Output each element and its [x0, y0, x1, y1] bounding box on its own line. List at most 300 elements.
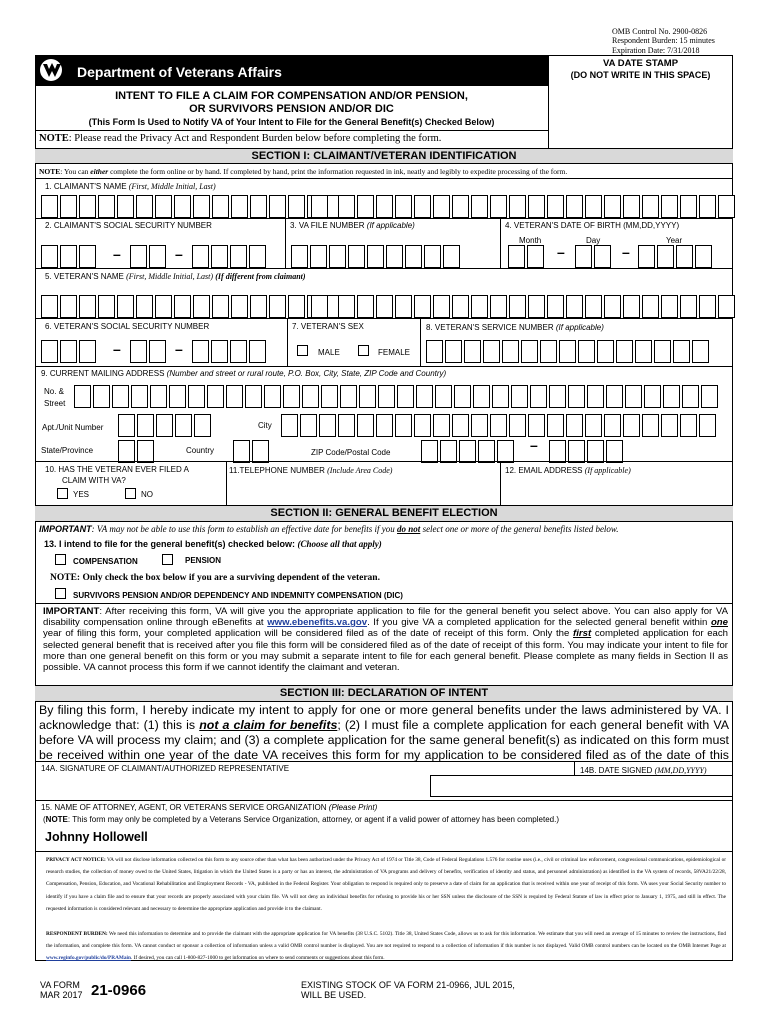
claimant-last-name[interactable]: [338, 195, 735, 218]
character-box[interactable]: [174, 195, 191, 218]
character-box[interactable]: [616, 340, 633, 363]
claimant-ssn-part2[interactable]: [130, 245, 166, 268]
character-box[interactable]: [478, 440, 495, 463]
character-box[interactable]: [60, 295, 77, 318]
character-box[interactable]: [638, 245, 655, 268]
character-box[interactable]: [193, 295, 210, 318]
footer-va-form: VA FORM MAR 2017: [40, 980, 83, 1000]
character-box[interactable]: [250, 195, 267, 218]
dob-month[interactable]: [508, 245, 544, 268]
character-box[interactable]: [357, 414, 374, 437]
character-box[interactable]: [359, 385, 376, 408]
character-box[interactable]: [231, 195, 248, 218]
character-box[interactable]: [74, 385, 91, 408]
female-label: FEMALE: [378, 348, 411, 357]
character-box[interactable]: [367, 245, 384, 268]
character-box[interactable]: [625, 385, 642, 408]
character-box[interactable]: [41, 340, 58, 363]
character-box[interactable]: [497, 440, 514, 463]
character-box[interactable]: [149, 340, 166, 363]
character-box[interactable]: [490, 295, 507, 318]
character-box[interactable]: [695, 245, 712, 268]
veteran-ssn-part2[interactable]: [130, 340, 166, 363]
pension-label: PENSION: [185, 556, 222, 565]
character-box[interactable]: [79, 245, 96, 268]
character-box[interactable]: [302, 385, 319, 408]
character-box[interactable]: [547, 195, 564, 218]
character-box[interactable]: [623, 195, 640, 218]
character-box[interactable]: [386, 245, 403, 268]
character-box[interactable]: [130, 245, 147, 268]
pension-checkbox[interactable]: [162, 554, 173, 565]
field6-label: 6. VETERAN'S SOCIAL SECURITY NUMBER: [45, 322, 210, 331]
character-box[interactable]: [511, 385, 528, 408]
character-box[interactable]: [635, 340, 652, 363]
character-box[interactable]: [454, 385, 471, 408]
form-title-line1: INTENT TO FILE A CLAIM FOR COMPENSATION AND/OR PENSION,: [115, 90, 468, 102]
character-box[interactable]: [459, 440, 476, 463]
character-box[interactable]: [98, 295, 115, 318]
character-box[interactable]: [492, 385, 509, 408]
email-input[interactable]: [502, 478, 731, 504]
character-box[interactable]: [414, 414, 431, 437]
city-input[interactable]: [281, 414, 716, 437]
character-box[interactable]: [528, 414, 545, 437]
character-box[interactable]: [540, 340, 557, 363]
respondent-burden: RESPONDENT BURDEN: We need this information to determine and to provide the claimant with the appropriate application for VA benefits (38 U.S.C. 5102). Title 38, United States Code, allows us to ask for this information. We estimate that you will need an average of 15 minutes to review the instructions, find the information, and complete this form. VA cannot conduct or sponsor a collection of information unless a valid OMB control number is displayed. You are not required to respond to a collection of information if this number is not displayed. Valid OMB control numbers can be located on the OMB Internet Page at www.reginfo.gov/public/do/PRAMain. If desired, you can call 1-800-827-1000 to get information on where to send comments or suggestions about this form.: [46, 931, 726, 962]
character-box[interactable]: [288, 195, 305, 218]
omb-burden: Respondent Burden: 15 minutes: [612, 36, 715, 46]
character-box[interactable]: [661, 414, 678, 437]
character-box[interactable]: [281, 414, 298, 437]
character-box[interactable]: [527, 245, 544, 268]
character-box[interactable]: [118, 440, 135, 463]
character-box[interactable]: [41, 195, 58, 218]
dash: –: [530, 437, 538, 453]
stamp-title: VA DATE STAMP: [602, 58, 679, 69]
character-box[interactable]: [60, 195, 77, 218]
character-box[interactable]: [231, 295, 248, 318]
character-box[interactable]: [490, 195, 507, 218]
character-box[interactable]: [169, 385, 186, 408]
claimant-first-name[interactable]: [41, 195, 343, 218]
veteran-ssn-part3[interactable]: [192, 340, 266, 363]
top-note: NOTE: Please read the Privacy Act and Respondent Burden below before completing the form.: [39, 133, 442, 144]
character-box[interactable]: [300, 414, 317, 437]
character-box[interactable]: [521, 340, 538, 363]
character-box[interactable]: [226, 385, 243, 408]
character-box[interactable]: [192, 340, 209, 363]
character-box[interactable]: [79, 295, 96, 318]
character-box[interactable]: [433, 195, 450, 218]
character-box[interactable]: [604, 414, 621, 437]
character-box[interactable]: [464, 340, 481, 363]
character-box[interactable]: [340, 385, 357, 408]
filed-yes-label: YES: [73, 490, 90, 499]
city-label: City: [258, 421, 272, 430]
character-box[interactable]: [395, 414, 412, 437]
dob-day-label: Day: [586, 236, 601, 245]
signature-input[interactable]: [40, 774, 424, 796]
character-box[interactable]: [150, 385, 167, 408]
character-box[interactable]: [568, 385, 585, 408]
character-box[interactable]: [310, 245, 327, 268]
character-box[interactable]: [79, 195, 96, 218]
character-box[interactable]: [329, 245, 346, 268]
filed-no-label: NO: [141, 490, 153, 499]
character-box[interactable]: [718, 195, 735, 218]
character-box[interactable]: [585, 195, 602, 218]
character-box[interactable]: [654, 340, 671, 363]
character-box[interactable]: [473, 385, 490, 408]
character-box[interactable]: [175, 414, 192, 437]
character-box[interactable]: [41, 295, 58, 318]
field2-label: 2. CLAIMANT'S SOCIAL SECURITY NUMBER: [45, 221, 212, 230]
character-box[interactable]: [680, 295, 697, 318]
stamp-note: (DO NOT WRITE IN THIS SPACE): [570, 70, 711, 80]
character-box[interactable]: [357, 195, 374, 218]
character-box[interactable]: [41, 245, 58, 268]
character-box[interactable]: [155, 295, 172, 318]
form-subtitle: (This Form Is Used to Notify VA of Your Intent to File for the General Benefit(s) Checked Below): [88, 117, 495, 127]
character-box[interactable]: [131, 385, 148, 408]
character-box[interactable]: [348, 245, 365, 268]
character-box[interactable]: [249, 245, 266, 268]
character-box[interactable]: [528, 295, 545, 318]
compensation-label: COMPENSATION: [73, 557, 138, 566]
dash: –: [113, 246, 121, 262]
character-box[interactable]: [269, 295, 286, 318]
character-box[interactable]: [661, 295, 678, 318]
character-box[interactable]: [245, 385, 262, 408]
veteran-first-name[interactable]: [41, 295, 343, 318]
character-box[interactable]: [597, 340, 614, 363]
date-signed-input[interactable]: [430, 775, 733, 797]
character-box[interactable]: [283, 385, 300, 408]
dash: –: [113, 341, 121, 357]
character-box[interactable]: [212, 195, 229, 218]
character-box[interactable]: [433, 295, 450, 318]
veteran-last-name[interactable]: [338, 295, 735, 318]
field15-note: (NOTE: This form may only be completed by a Veterans Service Organization, attorney, or agent if a valid power of attorney has been completed.): [43, 815, 559, 824]
character-box[interactable]: [291, 245, 308, 268]
state-input[interactable]: [118, 440, 154, 463]
character-box[interactable]: [212, 295, 229, 318]
character-box[interactable]: [395, 295, 412, 318]
section3-header: SECTION III: DECLARATION OF INTENT: [35, 685, 733, 702]
character-box[interactable]: [435, 385, 452, 408]
character-box[interactable]: [606, 440, 623, 463]
character-box[interactable]: [509, 295, 526, 318]
character-box[interactable]: [357, 295, 374, 318]
character-box[interactable]: [604, 295, 621, 318]
character-box[interactable]: [421, 440, 438, 463]
character-box[interactable]: [644, 385, 661, 408]
filed-no-checkbox[interactable]: [125, 488, 136, 499]
service-number[interactable]: [426, 340, 709, 363]
character-box[interactable]: [699, 195, 716, 218]
character-box[interactable]: [568, 440, 585, 463]
character-box[interactable]: [233, 440, 250, 463]
character-box[interactable]: [117, 295, 134, 318]
field5-label: 5. VETERAN'S NAME (First, Middle Initial, Last) (If different from claimant): [45, 272, 306, 281]
field14a-label: 14A. SIGNATURE OF CLAIMANT/AUTHORIZED REPRESENTATIVE: [41, 764, 290, 773]
survivors-label: SURVIVORS PENSION AND/OR DEPENDENCY AND INDEMNITY COMPENSATION (DIC): [73, 591, 403, 600]
character-box[interactable]: [60, 340, 77, 363]
character-box[interactable]: [547, 295, 564, 318]
character-box[interactable]: [155, 195, 172, 218]
character-box[interactable]: [252, 440, 269, 463]
character-box[interactable]: [585, 414, 602, 437]
character-box[interactable]: [663, 385, 680, 408]
claimant-middle-initial[interactable]: [311, 195, 328, 218]
dash: –: [557, 244, 565, 260]
street-address[interactable]: [74, 385, 718, 408]
character-box[interactable]: [585, 295, 602, 318]
character-box[interactable]: [98, 195, 115, 218]
state-label: State/Province: [41, 446, 94, 455]
footer-form-number: 21-0966: [91, 982, 147, 999]
veteran-ssn-part1[interactable]: [41, 340, 96, 363]
department-title: Department of Veterans Affairs: [77, 64, 282, 80]
filed-yes-checkbox[interactable]: [57, 488, 68, 499]
character-box[interactable]: [566, 414, 583, 437]
character-box[interactable]: [566, 195, 583, 218]
character-box[interactable]: [604, 195, 621, 218]
character-box[interactable]: [118, 414, 135, 437]
character-box[interactable]: [566, 295, 583, 318]
field11-label: 11.TELEPHONE NUMBER (Include Area Code): [229, 466, 393, 475]
question13: 13. I intend to file for the general benefit(s) checked below: (Choose all that apply): [44, 539, 382, 549]
character-box[interactable]: [594, 245, 611, 268]
form-title-line2: OR SURVIVORS PENSION AND/OR DIC: [189, 103, 394, 115]
character-box[interactable]: [718, 295, 735, 318]
declaration-paragraph: By filing this form, I hereby indicate my intent to apply for one or more general benefits under the laws administered by VA. I acknowledge that: (1) this is not a claim for benefits; (2) I must file a complete application for each general benefit with VA before VA will process my claim; and (3) a complete application for the same general benefit(s) as indicated on this form must be received within one year of the date VA receives this form for my application to be considered filed as of the date of this: [39, 703, 729, 762]
character-box[interactable]: [578, 340, 595, 363]
character-box[interactable]: [549, 440, 566, 463]
character-box[interactable]: [149, 245, 166, 268]
character-box[interactable]: [528, 195, 545, 218]
field14b-label: 14B. DATE SIGNED (MM,DD,YYYY): [580, 766, 707, 775]
claimant-ssn-part1[interactable]: [41, 245, 96, 268]
field9-label: 9. CURRENT MAILING ADDRESS (Number and street or rural route, P.O. Box, City, State, ZIP Code and Country): [41, 369, 447, 378]
character-box[interactable]: [699, 414, 716, 437]
character-box[interactable]: [397, 385, 414, 408]
character-box[interactable]: [416, 385, 433, 408]
character-box[interactable]: [338, 295, 355, 318]
character-box[interactable]: [508, 245, 525, 268]
dash: –: [175, 341, 183, 357]
section2-header: SECTION II: GENERAL BENEFIT ELECTION: [35, 505, 733, 522]
character-box[interactable]: [376, 414, 393, 437]
character-box[interactable]: [676, 245, 693, 268]
survivors-checkbox[interactable]: [55, 588, 66, 599]
character-box[interactable]: [642, 414, 659, 437]
character-box[interactable]: [269, 195, 286, 218]
important2-paragraph: IMPORTANT: After receiving this form, VA will give you the appropriate application to file for the general benefit you select above. You can also apply for VA disability compensation online through eBenefits at www.ebenefits.va.gov. If you give VA a completed application for the selected general benefit within one year of filing this form, your completed application will be considered filed as of the date of receipt of this form. Only the first completed application for each selected general benefit that is received after you file this form will be considered filed as of the date of receipt of this form. You may indicate your intent to file for more than one general benefit on this form or you may submit a separate intent to file for each general benefit. Please complete as many fields in Section II as possible. VA cannot process this form if we cannot identify the claimant and veteran.: [43, 606, 728, 674]
character-box[interactable]: [194, 414, 211, 437]
character-box[interactable]: [230, 245, 247, 268]
country-label: Country: [186, 446, 215, 455]
dob-year-label: Year: [666, 236, 683, 245]
character-box[interactable]: [549, 385, 566, 408]
character-box[interactable]: [680, 195, 697, 218]
field1-label: 1. CLAIMANT'S NAME (First, Middle Initial, Last): [45, 182, 216, 191]
character-box[interactable]: [319, 414, 336, 437]
field12-label: 12. EMAIL ADDRESS (If applicable): [505, 466, 631, 475]
character-box[interactable]: [424, 245, 441, 268]
character-box[interactable]: [623, 295, 640, 318]
character-box[interactable]: [395, 195, 412, 218]
character-box[interactable]: [79, 340, 96, 363]
character-box[interactable]: [575, 245, 592, 268]
male-checkbox[interactable]: [297, 345, 308, 356]
character-box[interactable]: [426, 340, 443, 363]
character-box[interactable]: [211, 340, 228, 363]
section2-important: IMPORTANT: VA may not be able to use this form to establish an effective date for benefits if you do not select one or more of the general benefits listed below.: [39, 524, 619, 534]
veteran-middle-initial[interactable]: [311, 295, 328, 318]
character-box[interactable]: [136, 295, 153, 318]
claimant-ssn-part3[interactable]: [192, 245, 266, 268]
character-box[interactable]: [193, 195, 210, 218]
character-box[interactable]: [440, 440, 457, 463]
character-box[interactable]: [657, 245, 674, 268]
character-box[interactable]: [137, 440, 154, 463]
privacy-notice: PRIVACY ACT NOTICE: VA will not disclose information collected on this form to any source other than what has been authorized under the Privacy Act of 1974 or Title 38, Code of Federal Regulations 1.576 for routine uses (i.e., civil or criminal law enforcement, congressional communications, epidemiological or research studies, the collection of money owed to the United States, litigation in which the United States is a party or has an interest, the administration of VA programs and delivery of benefits, verification of identity and status, and personnel administration) as identified in the VA system of records, 58VA21/22/28, Compensation, Pension, Education, and Vocational Rehabilitation and Employment Records - VA, published in the Federal Register. Your obligation to respond is required only to preserve a date of claim for an application that is received within one year of receipt of this form. VA uses your Social Security number to identify if you have a claim file and to ensure that your records are properly associated with your claim file. VA will not deny an individual benefits for refusing to provide his or her SSN unless the disclosure of the SSN is required by Federal Statute of law in effect prior to January 1, 1975, and still in effect. The requested information is considered relevant and necessary to determine the appropriate application and provide it to the claimant.: [46, 857, 726, 912]
field10-label: 10. HAS THE VETERAN EVER FILED A CLAIM WITH VA?: [45, 465, 189, 485]
character-box[interactable]: [264, 385, 281, 408]
character-box[interactable]: [414, 195, 431, 218]
omb-info: [612, 27, 715, 55]
character-box[interactable]: [445, 340, 462, 363]
va-seal-icon: [38, 57, 72, 83]
character-box[interactable]: [606, 385, 623, 408]
female-checkbox[interactable]: [358, 345, 369, 356]
omb-expiration: Expiration Date: 7/31/2018: [612, 45, 700, 55]
character-box[interactable]: [288, 295, 305, 318]
character-box[interactable]: [682, 385, 699, 408]
va-file-number[interactable]: [291, 245, 460, 268]
dash: –: [622, 244, 630, 260]
character-box[interactable]: [452, 195, 469, 218]
character-box[interactable]: [661, 195, 678, 218]
character-box[interactable]: [376, 295, 393, 318]
character-box[interactable]: [414, 295, 431, 318]
character-box[interactable]: [642, 195, 659, 218]
character-box[interactable]: [60, 245, 77, 268]
character-box[interactable]: [93, 385, 110, 408]
field3-label: 3. VA FILE NUMBER (If applicable): [290, 221, 415, 230]
character-box[interactable]: [338, 414, 355, 437]
ebenefits-link[interactable]: www.ebenefits.va.gov: [267, 617, 368, 629]
character-box[interactable]: [680, 414, 697, 437]
character-box[interactable]: [156, 414, 173, 437]
character-box[interactable]: [311, 295, 328, 318]
compensation-checkbox[interactable]: [55, 554, 66, 565]
character-box[interactable]: [117, 195, 134, 218]
field7-label: 7. VETERAN'S SEX: [292, 322, 364, 331]
character-box[interactable]: [311, 195, 328, 218]
note2: NOTE: Only check the box below if you are a surviving dependent of the veteran.: [50, 573, 380, 583]
character-box[interactable]: [376, 195, 393, 218]
character-box[interactable]: [587, 440, 604, 463]
character-box[interactable]: [587, 385, 604, 408]
character-box[interactable]: [471, 195, 488, 218]
character-box[interactable]: [338, 195, 355, 218]
character-box[interactable]: [547, 414, 564, 437]
zip-code[interactable]: [421, 440, 514, 463]
dob-month-label: Month: [519, 236, 542, 245]
dash: –: [175, 246, 183, 262]
character-box[interactable]: [471, 414, 488, 437]
character-box[interactable]: [642, 295, 659, 318]
character-box[interactable]: [433, 414, 450, 437]
character-box[interactable]: [443, 245, 460, 268]
character-box[interactable]: [112, 385, 129, 408]
dob-year[interactable]: [638, 245, 712, 268]
field15-label: 15. NAME OF ATTORNEY, AGENT, OR VETERANS SERVICE ORGANIZATION (Please Print): [41, 803, 378, 812]
zip-label: ZIP Code/Postal Code: [311, 448, 391, 457]
character-box[interactable]: [321, 385, 338, 408]
character-box[interactable]: [207, 385, 224, 408]
character-box[interactable]: [701, 385, 718, 408]
field4-label: 4. VETERAN'S DATE OF BIRTH (MM,DD,YYYY): [505, 221, 680, 230]
character-box[interactable]: [174, 295, 191, 318]
character-box[interactable]: [230, 340, 247, 363]
male-label: MALE: [318, 348, 340, 357]
section1-note: NOTE: You can either complete the form online or by hand. If completed by hand, print the information requested in ink, neatly and legibly to expedite processing of the form.: [39, 167, 568, 176]
character-box[interactable]: [530, 385, 547, 408]
character-box[interactable]: [699, 295, 716, 318]
character-box[interactable]: [452, 295, 469, 318]
section1-header: SECTION I: CLAIMANT/VETERAN IDENTIFICATION: [35, 148, 733, 164]
omb-control: OMB Control No. 2900-0826: [612, 27, 708, 36]
apt-label: Apt./Unit Number: [42, 423, 104, 432]
zip-extension[interactable]: [549, 440, 623, 463]
character-box[interactable]: [192, 245, 209, 268]
dob-day[interactable]: [575, 245, 611, 268]
field8-label: 8. VETERAN'S SERVICE NUMBER (If applicable): [426, 323, 604, 332]
character-box[interactable]: [502, 340, 519, 363]
character-box[interactable]: [673, 340, 690, 363]
character-box[interactable]: [405, 245, 422, 268]
character-box[interactable]: [490, 414, 507, 437]
character-box[interactable]: [471, 295, 488, 318]
character-box[interactable]: [509, 195, 526, 218]
character-box[interactable]: [137, 414, 154, 437]
character-box[interactable]: [250, 295, 267, 318]
representative-name[interactable]: Johnny Hollowell: [45, 830, 148, 844]
telephone-input[interactable]: [228, 478, 498, 504]
country-input[interactable]: [233, 440, 269, 463]
character-box[interactable]: [188, 385, 205, 408]
character-box[interactable]: [623, 414, 640, 437]
character-box[interactable]: [378, 385, 395, 408]
no-street-label: No. & Street: [44, 387, 66, 408]
character-box[interactable]: [130, 340, 147, 363]
character-box[interactable]: [509, 414, 526, 437]
footer-stock: EXISTING STOCK OF VA FORM 21-0966, JUL 2015, WILL BE USED.: [301, 980, 515, 1000]
character-box[interactable]: [136, 195, 153, 218]
character-box[interactable]: [211, 245, 228, 268]
character-box[interactable]: [692, 340, 709, 363]
reginfo-link[interactable]: www.reginfo.gov/public/do/PRAMain: [46, 955, 131, 962]
character-box[interactable]: [559, 340, 576, 363]
character-box[interactable]: [483, 340, 500, 363]
apt-unit-number[interactable]: [118, 414, 211, 437]
character-box[interactable]: [249, 340, 266, 363]
character-box[interactable]: [452, 414, 469, 437]
